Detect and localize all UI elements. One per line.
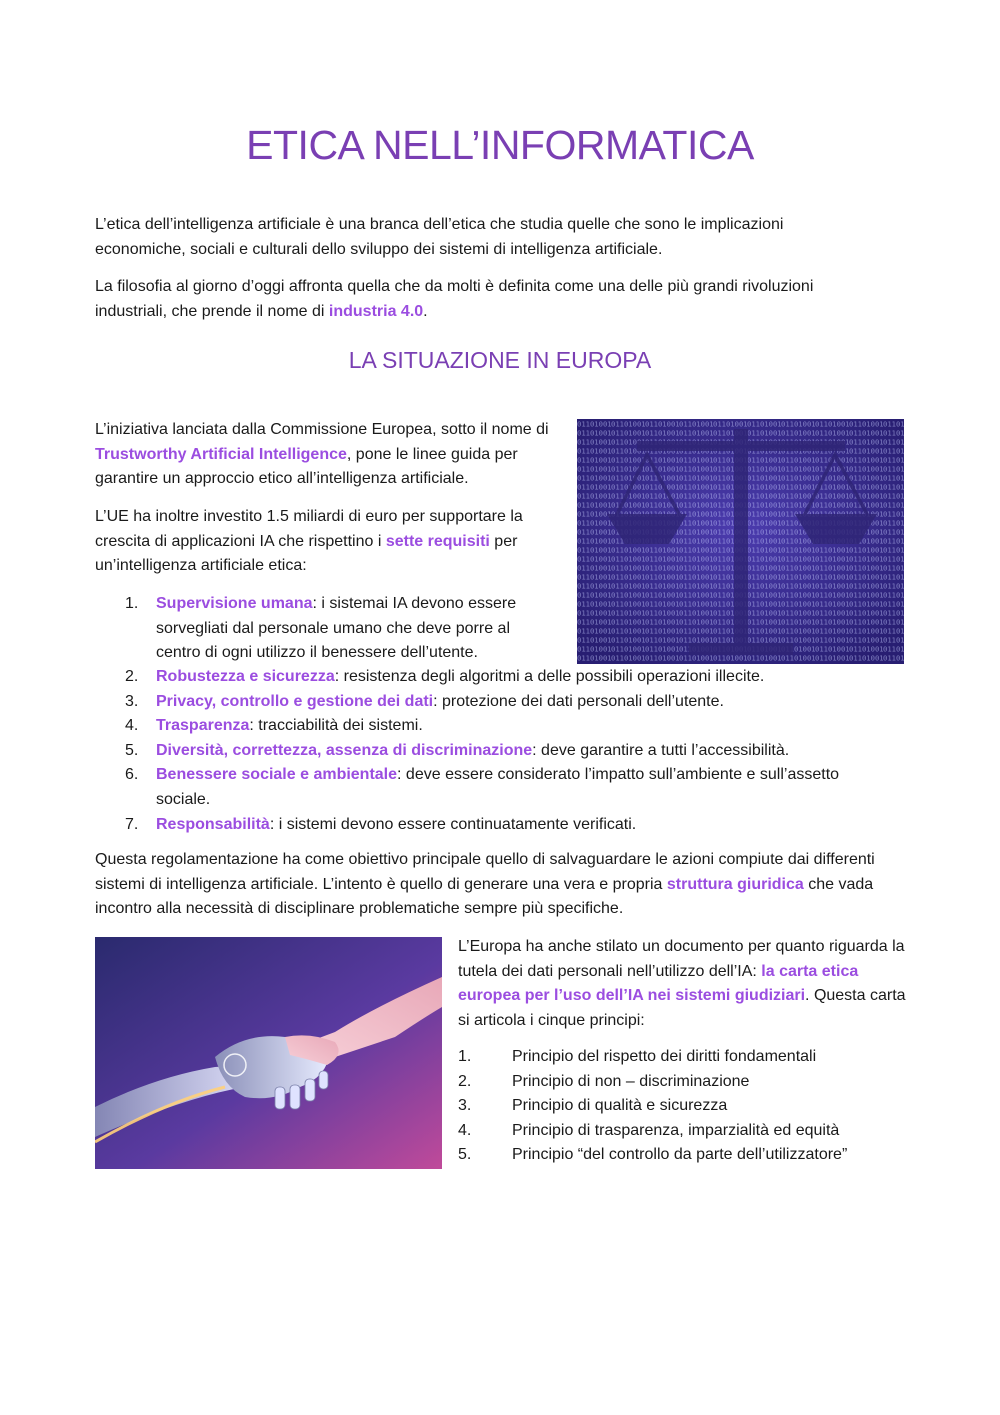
robot-handshake-image (95, 937, 442, 1169)
body-text: . Questa carta si articola i cinque principi: (458, 987, 906, 1029)
list-item (458, 1119, 938, 1144)
requirement-term: Benessere sociale e ambientale (156, 766, 398, 784)
list-number: 3. (458, 1097, 472, 1115)
binary-justice-scales-image (577, 419, 904, 664)
requirement-text: : i sistemai IA devono essere sorvegliati dal personale umano che deve porre al centro di ogni utilizzo il benessere dell’utente. (156, 595, 517, 662)
list-item (125, 763, 896, 812)
list-item (125, 739, 896, 764)
principle-text: Principio “del controllo da parte dell’utilizzatore” (512, 1146, 848, 1164)
list-number: 1. (458, 1048, 472, 1065)
list-number: 3. (125, 692, 139, 710)
list-number: 6. (125, 766, 139, 784)
list-item (125, 714, 896, 739)
charter-paragraph (458, 935, 908, 1033)
principles-list (458, 1045, 938, 1168)
requirement-term: Responsabilità (156, 815, 270, 833)
intro-paragraph-2 (95, 275, 885, 324)
principle-text: Principio di qualità e sicurezza (512, 1097, 728, 1115)
requirement-text: : deve garantire a tutti l’accessibilità. (532, 741, 790, 759)
intro-text: . (423, 302, 428, 320)
list-item (458, 1143, 938, 1168)
list-number: 4. (125, 717, 139, 735)
body-text: L’Europa ha anche stilato un documento per quanto riguarda la tutela dei dati personali nell’utilizzo dell’IA: (458, 938, 905, 980)
list-number: 5. (458, 1146, 472, 1164)
body-text: per un’intelligenza artificiale etica: (95, 532, 518, 575)
intro-paragraph-1 (95, 213, 855, 262)
list-item (458, 1070, 938, 1095)
requirement-text: : protezione dei dati personali dell’utente. (433, 692, 724, 710)
requirement-term: Supervisione umana (156, 595, 313, 612)
list-number: 4. (458, 1121, 472, 1139)
list-number: 7. (125, 815, 139, 833)
europe-paragraph-2 (95, 505, 560, 579)
list-item (458, 1045, 938, 1070)
principle-text: Principio di non – discriminazione (512, 1072, 750, 1090)
highlight-term: sette requisiti (385, 532, 490, 550)
requirement-term: Trasparenza (156, 717, 250, 735)
list-number: 2. (458, 1072, 472, 1090)
body-text: L’UE ha inoltre investito 1.5 miliardi di euro per supportare la crescita di applicazioni IA che rispettino i (95, 508, 523, 550)
section-title: LA SITUAZIONE IN EUROPA (348, 347, 652, 373)
intro-text: L’etica dell’intelligenza artificiale è una branca dell’etica che studia quelle che sono le implicazioni economiche, sociali e culturali dello sviluppo dei sistemi di intelligenza artificiale. (95, 216, 784, 258)
requirement-term: Diversità, correttezza, assenza di discriminazione (156, 741, 533, 759)
principle-text: Principio di trasparenza, imparzialità ed equità (512, 1121, 840, 1139)
requirement-text: : resistenza degli algoritmi a delle possibili operazioni illecite. (334, 668, 765, 685)
intro-text: La filosofia al giorno d’oggi affronta quella che da molti è definita come una delle più grandi rivoluzioni industriali, che prende il nome di (95, 278, 814, 320)
list-number: 5. (125, 741, 139, 759)
list-number: 1. (125, 595, 139, 612)
highlight-term: struttura giuridica (666, 875, 804, 893)
list-item (458, 1094, 938, 1119)
body-text: L’iniziativa lanciata dalla Commissione Europea, sotto il nome di (95, 421, 549, 438)
requirements-list (125, 592, 536, 666)
list-item (125, 592, 536, 666)
highlight-term: Trustworthy Artificial Intelligence (95, 445, 347, 463)
requirement-text: : tracciabilità dei sistemi. (249, 717, 423, 735)
body-text: Questa regolamentazione ha come obiettivo principale quello di salvaguardare le azioni compiute dai differenti sistemi di intelligenza artificiale. L’intento è quello di generare una vera e propria (95, 851, 875, 893)
page-title: ETICA NELL’INFORMATICA (246, 122, 754, 168)
requirement-text: : i sistemi devono essere continuatamente verificati. (269, 815, 637, 833)
requirement-term: Robustezza e sicurezza (156, 668, 335, 685)
list-item (125, 665, 896, 690)
list-number: 2. (125, 668, 139, 685)
list-item (125, 690, 896, 715)
highlight-term: industria 4.0 (328, 302, 424, 320)
requirement-text: : deve essere considerato l’impatto sull’ambiente e sull’assetto sociale. (156, 766, 840, 808)
highlight-term: la carta etica europea per l’uso dell’IA nei sistemi giudiziari (458, 962, 859, 1005)
requirements-list-continued (125, 665, 896, 837)
list-item (125, 813, 896, 838)
body-text: che vada incontro alla necessità di disciplinare problematiche sempre più specifiche. (95, 875, 874, 918)
europe-paragraph-1 (95, 418, 565, 492)
requirement-term: Privacy, controllo e gestione dei dati (156, 692, 434, 710)
principle-text: Principio del rispetto dei diritti fondamentali (512, 1048, 817, 1065)
regulation-paragraph (95, 848, 885, 922)
body-text: , pone le linee guida per garantire un approccio etico all’intelligenza artificiale. (95, 445, 518, 488)
